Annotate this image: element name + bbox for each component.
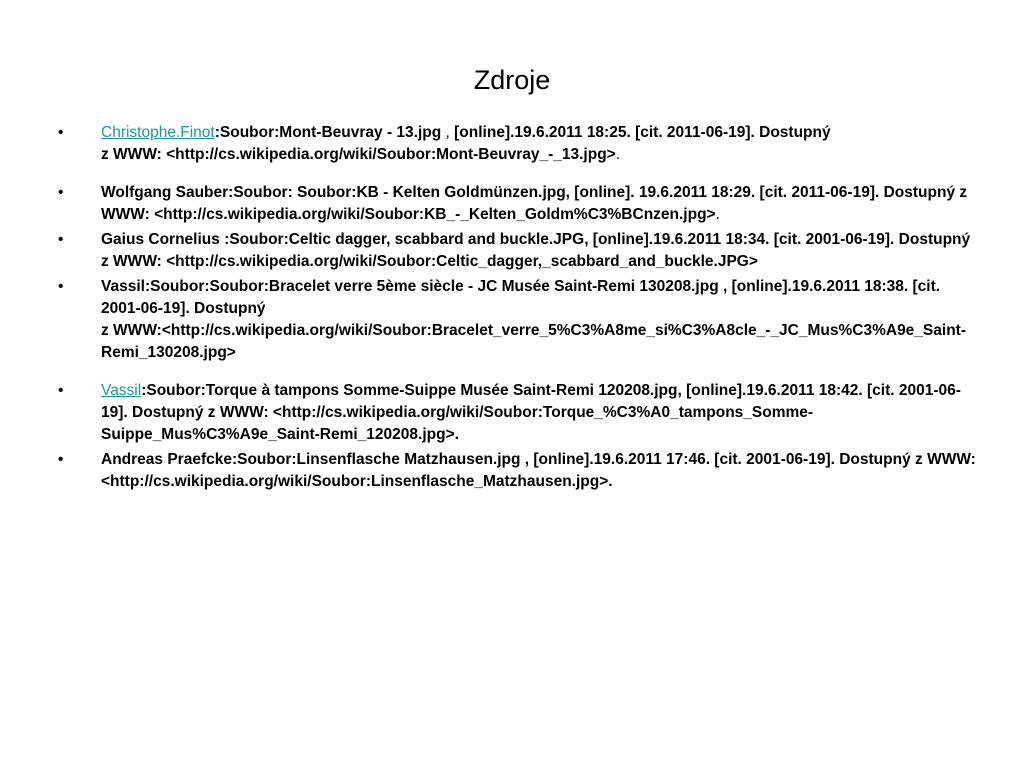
slide-title: Zdroje bbox=[473, 65, 551, 95]
reference-list bbox=[58, 122, 978, 493]
reference-text: [online].19.6.2011 18:25. [cit. 2011-06-19]. Dostupný bbox=[454, 124, 831, 141]
reference-item bbox=[58, 380, 978, 446]
bullet: • bbox=[58, 231, 64, 248]
reference-url: z WWW: <http://cs.wikipedia.org/wiki/Soubor:Mont-Beuvray_-_13.jpg> bbox=[101, 146, 616, 163]
reference-item bbox=[58, 449, 978, 493]
reference-url: z WWW:<http://cs.wikipedia.org/wiki/Soubor:Bracelet_verre_5%C3%A8me_si%C3%A8cle_-_JC_Mus%C3%A9e_Saint-Remi_130208.jpg> bbox=[101, 322, 966, 361]
reference-item bbox=[58, 122, 978, 166]
author-link[interactable]: Christophe.Finot bbox=[101, 124, 215, 141]
reference-text: Vassil:Soubor:Soubor:Bracelet verre 5ème siècle - JC Musée Saint-Remi 130208.jpg , [online].19.6.2011 18:38. [cit. 2001-06-19]. Dostupný bbox=[101, 278, 941, 317]
reference-text: Wolfgang Sauber:Soubor: Soubor:KB - Kelten Goldmünzen.jpg, [online]. 19.6.2011 18:29. [cit. 2011-06-19]. Dostupný z WWW: <http://cs.wikipedia.org/wiki/Soubor:KB_-_Kelten_Goldm%C3%BCnzen.jpg> bbox=[101, 184, 968, 223]
reference-separator: , bbox=[441, 124, 455, 141]
bullet: • bbox=[58, 382, 64, 399]
reference-text: :Soubor:Torque à tampons Somme-Suippe Musée Saint-Remi 120208.jpg, [online].19.6.2011 18:42. [cit. 2001-06-19]. Dostupný z WWW: <http://cs.wikipedia.org/wiki/Soubor:Torque_%C3%A0_tampons_Somme-Suippe_Mus%C3%A9e_Saint-Remi_120208.jpg>. bbox=[101, 382, 961, 443]
reference-item bbox=[58, 229, 978, 273]
reference-text: Andreas Praefcke:Soubor:Linsenflasche Matzhausen.jpg , [online].19.6.2011 17:46. [cit. 2001-06-19]. Dostupný z WWW: <http://cs.wikipedia.org/wiki/Soubor:Linsenflasche_Matzhausen.jpg>. bbox=[101, 451, 976, 490]
reference-text: :Soubor:Mont-Beuvray - 13.jpg bbox=[214, 124, 442, 141]
author-link[interactable]: Vassil bbox=[101, 382, 142, 399]
reference-text: Gaius Cornelius :Soubor:Celtic dagger, scabbard and buckle.JPG, [online].19.6.2011 18:34. [cit. 2001-06-19]. Dostupný z WWW: <http://cs.wikipedia.org/wiki/Soubor:Celtic_dagger,_scabbard_and_buckle.JPG> bbox=[101, 231, 971, 270]
bullet: • bbox=[58, 124, 64, 141]
bullet: • bbox=[58, 184, 64, 201]
bullet: • bbox=[58, 278, 64, 295]
bullet: • bbox=[58, 451, 64, 468]
reference-end: . bbox=[615, 146, 621, 163]
reference-item bbox=[58, 182, 978, 226]
reference-item bbox=[58, 276, 978, 364]
reference-end: . bbox=[715, 206, 720, 223]
